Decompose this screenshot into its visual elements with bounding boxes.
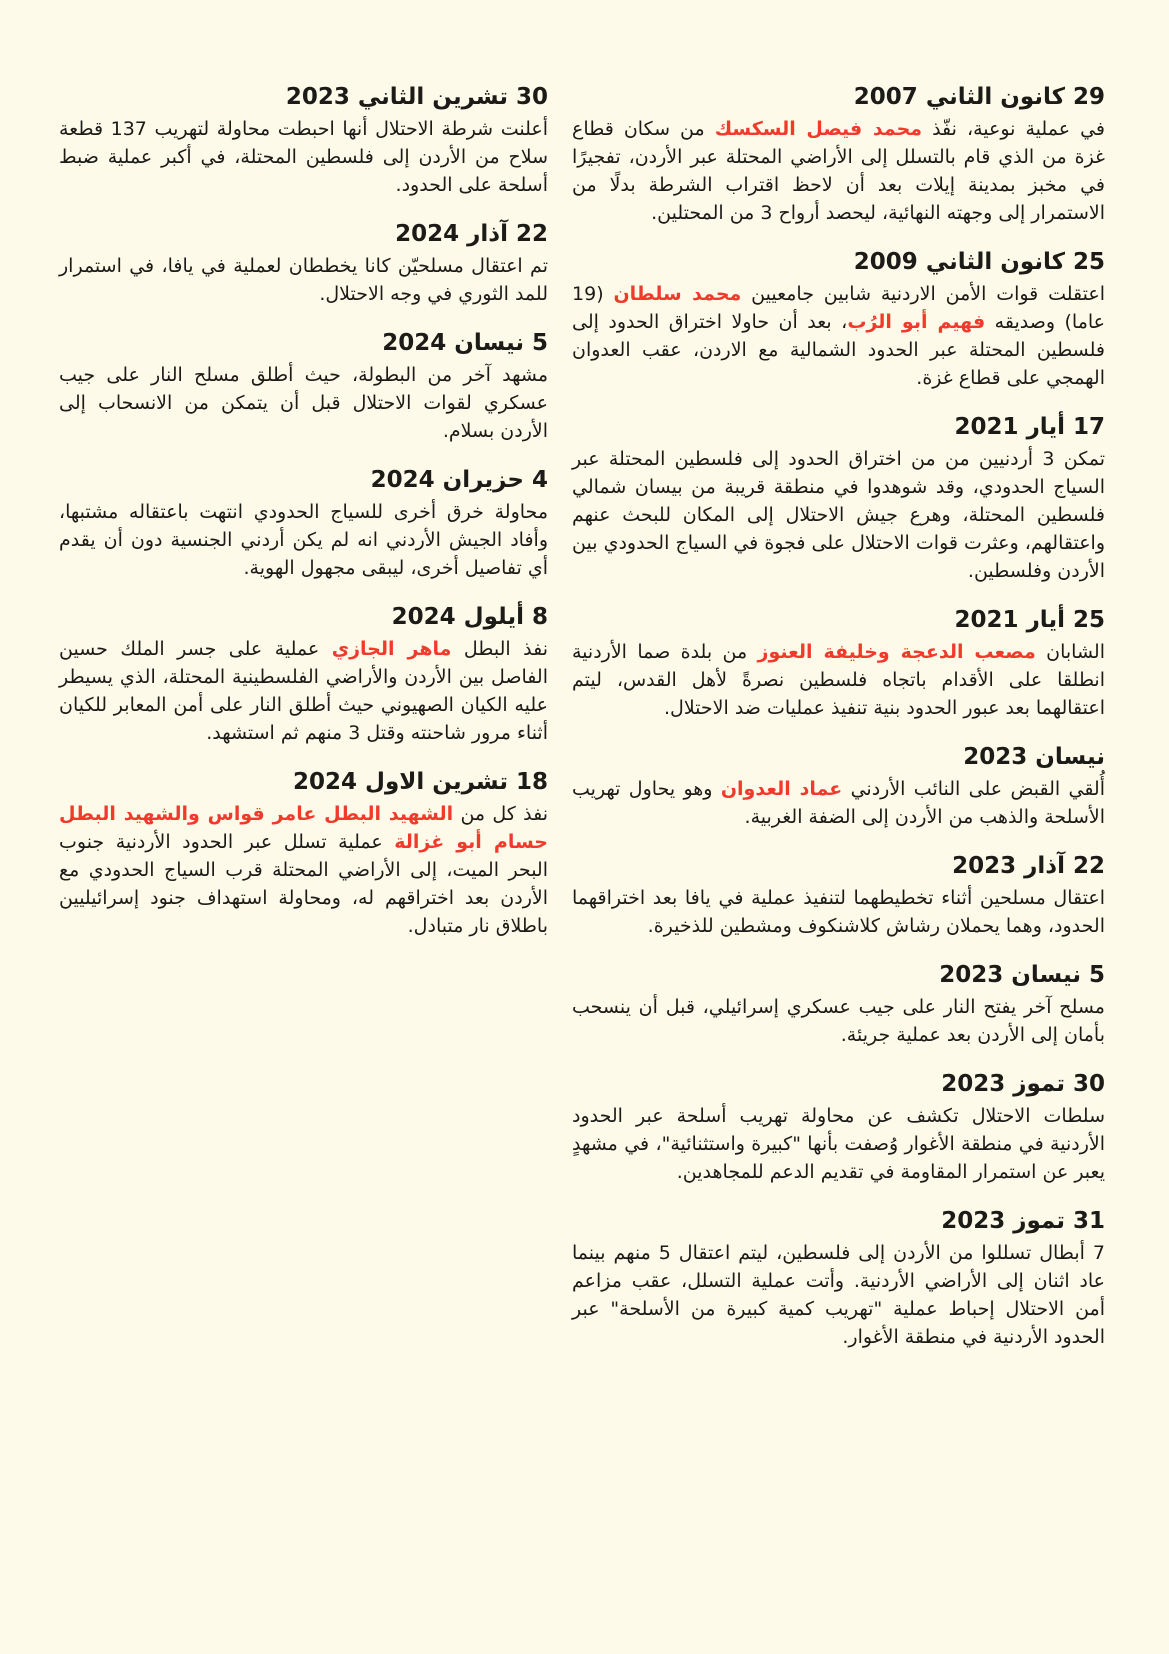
body-text-segment: تمكن 3 أردنيين من من اختراق الحدود إلى فلسطين المحتلة عبر السياج الحدودي، وقد شوهدوا في منطقة قريبة من بيسان شمالي فلسطين المحتلة، وهرع جيش الاحتلال إلى المكان للبحث عنهم واعتقالهم، وعثرت قوات الاحتلال على فجوة في السياج الحدودي بين الأردن وفلسطين. [572, 448, 1105, 582]
entry-date: 5 نيسان 2024 [382, 330, 548, 356]
entry-body [59, 361, 548, 445]
entry-date: 4 حزيران 2024 [370, 467, 548, 493]
timeline-left-column [59, 82, 548, 960]
entry-date: 25 كانون الثاني 2009 [853, 249, 1105, 275]
body-text-segment: تم اعتقال مسلحيّن كانا يخططان لعملية في يافا، في استمرار للمد الثوري في وجه الاحتلال. [59, 255, 548, 305]
body-text-segment: اعتقلت قوات الأمن الاردنية شابين جامعيين [741, 283, 1105, 305]
entry-date: 22 آذار 2024 [395, 221, 548, 247]
body-text-segment: 7 أبطال تسللوا من الأردن إلى فلسطين، ليتم اعتقال 5 منهم بينما عاد اثنان إلى الأراضي الأردنية. وأتت عملية التسلل، عقب مزاعم أمن الاحتلال إحباط عملية "تهريب كمية كبيرة من الأسلحة" عبر الحدود الأردنية في منطقة الأغوار. [572, 1242, 1105, 1348]
timeline-entry [572, 1069, 1105, 1186]
entry-date: 8 أيلول 2024 [391, 604, 548, 630]
entry-body [572, 775, 1105, 831]
body-text-segment: اعتقال مسلحين أثناء تخطيطهما لتنفيذ عملية في يافا بعد اختراقهما الحدود، وهما يحملان رشاش كلاشنكوف ومشطين للذخيرة. [572, 887, 1105, 937]
entry-body [59, 498, 548, 582]
body-text-segment: نفذ كل من [453, 803, 548, 825]
timeline-entry [572, 742, 1105, 831]
body-text-segment: أُلقي القبض على النائب الأردني [842, 778, 1105, 800]
highlighted-name: الشهيد البطل عامر قواس والشهيد البطل حسام أبو غزالة [59, 803, 549, 853]
body-text-segment: في عملية نوعية، نفّذ [922, 118, 1105, 140]
body-text-segment: أعلنت شرطة الاحتلال أنها احبطت محاولة لتهريب 137 قطعة سلاح من الأردن إلى فلسطين المحتلة، في أكبر عملية ضبط أسلحة على الحدود. [59, 118, 548, 196]
timeline-entry [572, 412, 1105, 585]
body-text-segment: (19 عاما) وصديقه [572, 283, 1105, 333]
timeline-entry [59, 82, 548, 199]
entry-body [59, 115, 548, 199]
entry-body [572, 445, 1105, 585]
entry-body [572, 1102, 1105, 1186]
timeline-entry [572, 851, 1105, 940]
highlighted-name: فهيم أبو الرُب [847, 311, 986, 333]
timeline-entry [59, 328, 548, 445]
entry-date: 17 أيار 2021 [954, 414, 1105, 440]
entry-body [572, 993, 1105, 1049]
timeline-entry [572, 605, 1105, 722]
entry-body [572, 280, 1105, 392]
highlighted-name: محمد سلطان [613, 283, 742, 305]
highlighted-name: ماهر الجازي [331, 638, 452, 660]
entry-date: 25 أيار 2021 [954, 607, 1105, 633]
entry-date: 31 تموز 2023 [941, 1208, 1105, 1234]
body-text-segment: عملية تسلل عبر الحدود الأردنية جنوب البحر الميت، إلى الأراضي المحتلة قرب السياج الحدودي مع الأردن بعد اختراقهم له، ومحاولة استهداف جنود إسرائيليين باطلاق نار متبادل. [59, 831, 548, 937]
timeline-entry [59, 465, 548, 582]
timeline-entry [572, 247, 1105, 392]
timeline-entry [572, 82, 1105, 227]
body-text-segment: مسلح آخر يفتح النار على جيب عسكري إسرائيلي، قبل أن ينسحب بأمان إلى الأردن بعد عملية جريئة. [572, 996, 1105, 1046]
entry-date: 5 نيسان 2023 [939, 962, 1105, 988]
timeline-right-column [572, 82, 1105, 1371]
body-text-segment: مشهد آخر من البطولة، حيث أطلق مسلح النار على جيب عسكري لقوات الاحتلال قبل أن يتمكن من الانسحاب إلى الأردن بسلام. [59, 364, 548, 442]
highlighted-name: مصعب الدعجة وخليفة العنوز [757, 641, 1036, 663]
entry-date: 29 كانون الثاني 2007 [853, 84, 1105, 110]
highlighted-name: عماد العدوان [720, 778, 843, 800]
body-text-segment: من بلدة صما الأردنية انطلقا على الأقدام باتجاه فلسطين نصرةً لأهل القدس، ليتم اعتقالهما بعد عبور الحدود بنية تنفيذ عمليات ضد الاحتلال. [572, 641, 1105, 719]
timeline-entry [572, 960, 1105, 1049]
entry-date: 30 تشرين الثاني 2023 [285, 84, 548, 110]
entry-body [572, 884, 1105, 940]
entry-body [572, 115, 1105, 227]
timeline-entry [59, 602, 548, 747]
entry-date: 30 تموز 2023 [941, 1071, 1105, 1097]
body-text-segment: سلطات الاحتلال تكشف عن محاولة تهريب أسلحة عبر الحدود الأردنية في منطقة الأغوار وُصفت بأنها "كبيرة واستثنائية"، في مشهدٍ يعبر عن استمرار المقاومة في تقديم الدعم للمجاهدين. [572, 1105, 1105, 1183]
entry-body [59, 635, 548, 747]
body-text-segment: ، بعد أن حاولا اختراق الحدود إلى فلسطين المحتلة عبر الحدود الشمالية مع الاردن، عقب العدوان الهمجي على قطاع غزة. [572, 311, 1105, 389]
entry-body [572, 1239, 1105, 1351]
entry-date: 18 تشرين الاول 2024 [293, 769, 548, 795]
timeline-columns [55, 82, 1105, 1371]
entry-date: نيسان 2023 [963, 744, 1105, 770]
entry-body [59, 252, 548, 308]
timeline-entry [59, 219, 548, 308]
body-text-segment: محاولة خرق أخرى للسياج الحدودي انتهت باعتقاله مشتبها، وأفاد الجيش الأردني انه لم يكن أردني الجنسية دون أن يقدم أي تفاصيل أخرى، ليبقى مجهول الهوية. [59, 501, 548, 579]
entry-date: 22 آذار 2023 [952, 853, 1105, 879]
timeline-entry [59, 767, 548, 940]
body-text-segment: الشابان [1035, 641, 1105, 663]
entry-body [572, 638, 1105, 722]
highlighted-name: محمد فيصل السكسك [714, 118, 923, 140]
body-text-segment: عملية على جسر الملك حسين الفاصل بين الأردن والأراضي الفلسطينية المحتلة، الذي يسيطر عليه الكيان الصهيوني حيث أطلق النار على أمن المعابر للكيان أثناء مرور شاحنته وقتل 3 منهم ثم استشهد. [59, 638, 548, 744]
body-text-segment: نفذ البطل [451, 638, 548, 660]
body-text-segment: من سكان قطاع غزة من الذي قام بالتسلل إلى الأراضي المحتلة عبر الأردن، تفجيرًا في مخبز بمدينة إيلات بعد أن لاحظ اقتراب الشرطة بدلًا من الاستمرار إلى وجهته النهائية، ليحصد أرواح 3 من المحتلين. [572, 118, 1105, 224]
entry-body [59, 800, 548, 940]
timeline-entry [572, 1206, 1105, 1351]
body-text-segment: وهو يحاول تهريب الأسلحة والذهب من الأردن إلى الضفة الغربية. [572, 778, 1105, 828]
